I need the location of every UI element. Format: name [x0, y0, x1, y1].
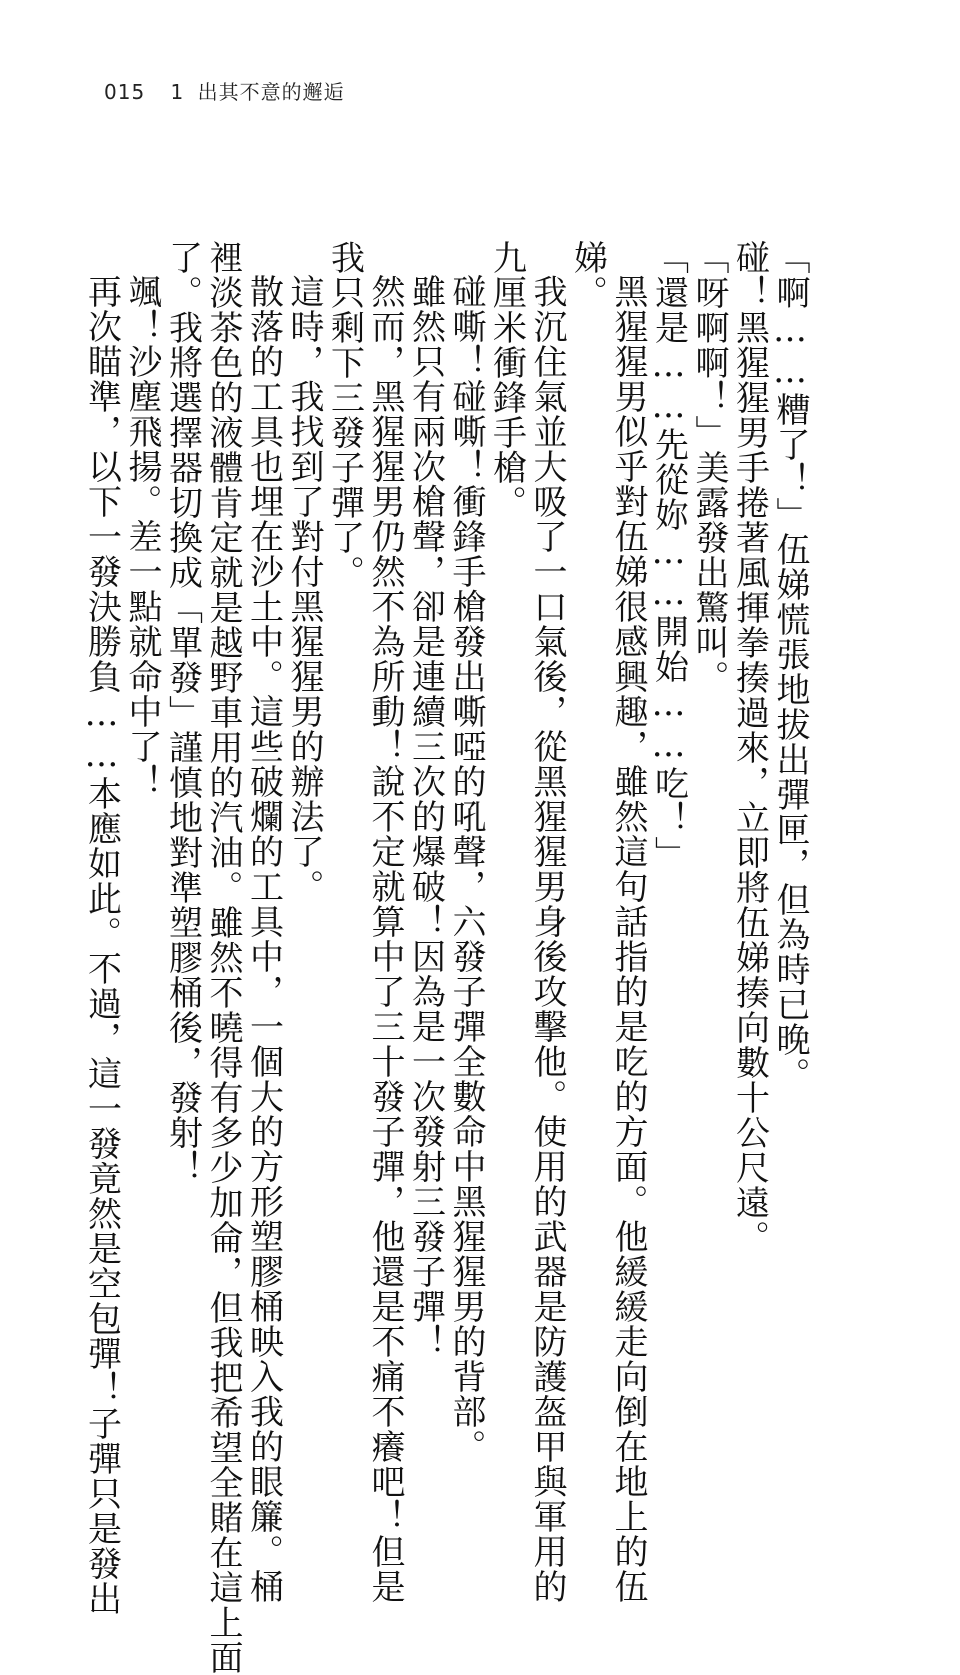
- paragraph: [122, 240, 163, 1360]
- paragraph: [324, 240, 405, 1604]
- paragraph: [648, 240, 689, 1360]
- text-line: 「還是……先從妳……開始……吃！」: [648, 240, 689, 871]
- paragraph: [729, 240, 770, 1360]
- text-line: 這時，我找到了對付黑猩猩男的辦法了。: [284, 274, 324, 904]
- text-line: 九厘米衝鋒手槍。: [486, 240, 527, 520]
- chapter-title: 出其不意的邂逅: [197, 80, 345, 104]
- text-line: 娣。: [567, 240, 608, 310]
- chapter-number: 1: [170, 80, 185, 104]
- text-line: 颯！沙塵飛揚。差一點就命中了！: [122, 274, 162, 799]
- text-line: 我沉住氣並大吸了一口氣後，從黑猩猩男身後攻擊他。使用的武器是防護盔甲與軍用的: [527, 274, 567, 1604]
- running-header: [104, 76, 345, 105]
- page-number: 015: [104, 80, 146, 104]
- paragraph: [689, 240, 730, 1360]
- paragraph: [567, 240, 648, 1604]
- text-line: 雖然只有兩次槍聲，卻是連續三次的爆破！因為是一次發射三發子彈！: [405, 274, 446, 1359]
- text-line: 裡淡茶色的液體肯定就是越野車用的汽油。雖然不曉得有多少加侖，但我把希望全賭在這上面: [203, 240, 243, 1675]
- text-line: 我只剩下三發子彈了。: [324, 240, 365, 590]
- text-line: 再次瞄準，以下一發決勝負……本應如此。不過，這一發竟然是空包彈！子彈只是發出: [81, 274, 122, 1616]
- paragraph: [81, 240, 122, 1616]
- text-line: 然而，黑猩猩男仍然不為所動！說不定就算中了三十發子彈，他還是不痛不癢吧！但是: [365, 274, 405, 1604]
- text-line: 碰嘶！碰嘶！衝鋒手槍發出嘶啞的吼聲，六發子彈全數命中黑猩猩男的背部。: [446, 274, 486, 1464]
- text-line: 散落的工具也埋在沙土中。這些破爛的工具中，一個大的方形塑膠桶映入我的眼簾。桶: [243, 274, 284, 1604]
- paragraph: [405, 240, 446, 1360]
- text-line: 了。我將選擇器切換成「單發」謹慎地對準塑膠桶後，發射！: [162, 240, 203, 1185]
- text-line: 「呀啊啊！」美露發出驚叫。: [689, 240, 729, 695]
- paragraph: [284, 240, 325, 1360]
- text-line: 碰！黑猩猩男手捲著風揮拳揍過來，立即將伍娣揍向數十公尺遠。: [729, 240, 770, 1255]
- paragraph: [486, 240, 567, 1604]
- text-line: 「啊……糟了！」伍娣慌張地拔出彈匣，但為時已晚。: [770, 240, 810, 1092]
- text-line: 黑猩猩男似乎對伍娣很感興趣，雖然這句話指的是吃的方面。他緩緩走向倒在地上的伍: [608, 274, 648, 1604]
- paragraph: [162, 240, 284, 1675]
- paragraph: [770, 240, 811, 1360]
- body-text: [81, 240, 810, 1675]
- paragraph: [446, 240, 487, 1464]
